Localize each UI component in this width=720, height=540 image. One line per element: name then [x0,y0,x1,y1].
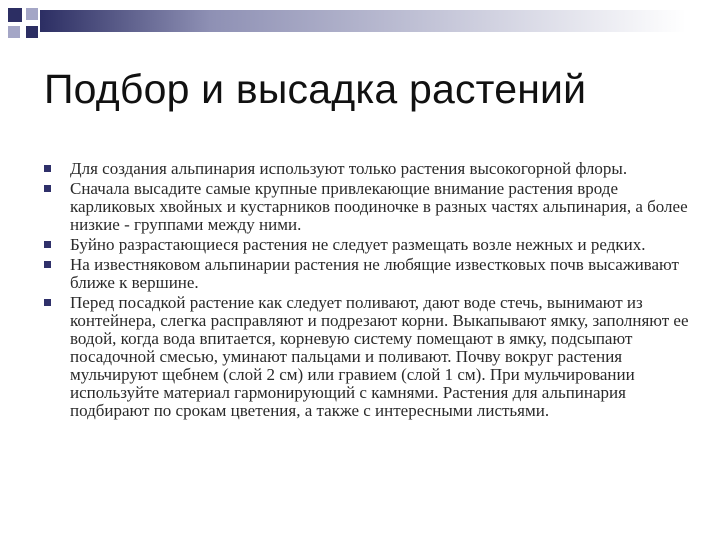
bullet-square-icon [44,299,51,306]
bullet-item [44,180,694,234]
bullet-item [44,160,694,178]
bullet-item [44,236,694,254]
bullet-text: Для создания альпинария используют только растения высокогорной флоры. [70,159,628,178]
bullet-square-icon [44,261,51,268]
decor-square-light [26,8,38,20]
decor-square-dark [8,8,22,22]
bullet-text: Буйно разрастающиеся растения не следует размещать возле нежных и редких. [70,235,646,254]
bullet-square-icon [44,241,51,248]
bullet-square-icon [44,165,51,172]
decor-square-dark [26,26,38,38]
decor-square-light [8,26,20,38]
bullet-text: Сначала высадите самые крупные привлекающие внимание растения вроде карликовых хвойных и кустарников поодиночке в разных частях альпинария, а более низкие - группами между ними. [70,179,688,234]
header-gradient-bar [40,10,720,32]
bullet-text: На известняковом альпинарии растения не любящие известковых почв высаживают ближе к вершине. [70,255,679,292]
slide-title: Подбор и высадка растений [44,66,587,112]
bullet-item [44,256,694,292]
bullet-square-icon [44,185,51,192]
bullet-item [44,294,694,420]
bullet-text: Перед посадкой растение как следует поливают, дают воде стечь, вынимают из контейнера, слегка расправляют и подрезают корни. Выкапывают ямку, заполняют ее водой, когда вода впитается, корневую систему помещают в ямку, подсыпают посадочной смесью, уминают пальцами и поливают. Почву вокруг растения мульчируют щебнем (слой 2 см) или гравием (слой 1 см). При мульчировании используйте материал гармонирующий с камнями. Растения для альпинария подбирают по срокам цветения, а также с интересными листьями. [70,293,689,420]
bullet-list [44,160,694,420]
